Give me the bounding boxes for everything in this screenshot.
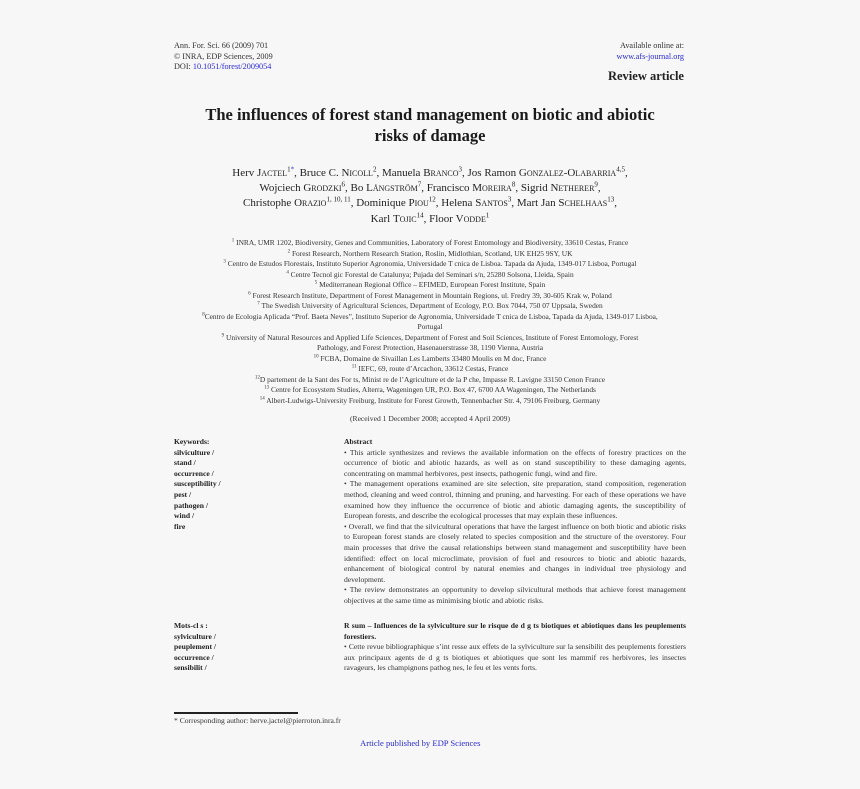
affiliation: $^{13}$ Centre for Ecosystem Studies, Alterra, Wageningen UR, P.O. Box 47, 6700 AA Wageningen, The Netherlands bbox=[264, 385, 596, 394]
keyword: pathogen / bbox=[174, 500, 208, 510]
affiliation: $^{12}$D partement de la Sant des For ts, Minist re de l’Agriculture et de la P che, Impasse R. Lavigne 33150 Cenon France bbox=[254, 374, 606, 384]
keywords-block bbox=[174, 437, 334, 532]
keyword: silviculture / bbox=[174, 447, 215, 457]
author: Manuela Branco$^3$ bbox=[381, 165, 463, 179]
corresponding-author-footnote: * Corresponding author: herve.jactel@pierroton.inra.fr bbox=[174, 716, 341, 725]
abstract-paragraph: • The management operations examined are site selection, site preparation, stand composition, regeneration method, cleaning and weed control, thinning and pruning, and harvesting. For each of these operations we have examined how they influence the occurrence of biotic and abiotic damaging agents, the susceptibility of European forests, and describe the ecological processes that may explain these influences. bbox=[344, 479, 686, 521]
affiliation: $^8$Centro de Ecologia Aplicada “Prof. Baeta Neves”, Instituto Superior de Agronomia, Universidade T cnica de Lisboa, Tapada da Ajuda, 1349-017 Lisboa, Portugal bbox=[202, 311, 658, 331]
affiliation: $^{14}$ Albert-Ludwigs-University Freiburg, Institute for Forest Growth, Tennenbacher Str. 4, 79106 Freiburg, Germany bbox=[259, 395, 601, 405]
author: Karl Tojic$^{14}$ bbox=[370, 210, 424, 225]
abstract-paragraph: • This article synthesizes and reviews the available information on the effects of forestry practices on the occurrence of biotic and abiotic hazards, as well as on stand susceptibility to these damaging agents, concentrating on mammal herbivores, pest insects, pathogenic fungi, wind and fire. bbox=[344, 447, 686, 478]
article-type: Review article bbox=[607, 69, 684, 83]
author: Jos Ramon Gonzalez-Olabarria$^{4,5}$ bbox=[467, 165, 625, 179]
journal-header-right bbox=[616, 41, 684, 62]
affiliation: $^5$ Mediterranean Regional Office – EFIMED, European Forest Institute, Spain bbox=[314, 280, 546, 289]
paper-title bbox=[180, 104, 680, 146]
author: Helena Santos$^3$ bbox=[441, 195, 512, 210]
author: Wojciech Grodzki$^6$ bbox=[259, 180, 346, 195]
author: Francisco Moreira$^8$ bbox=[426, 180, 516, 195]
title-line-1: The influences of forest stand management on biotic and abiotic bbox=[205, 105, 655, 124]
author: Floor Vodde$^1$ bbox=[429, 210, 490, 225]
doi-link[interactable]: 10.1051/forest/2009054 bbox=[192, 62, 272, 71]
affiliation: $^2$ Forest Research, Northern Research Station, Roslin, Midlothian, Scotland, UK EH25 9SY, UK bbox=[287, 248, 573, 258]
author: Sigrid Netherer$^9$ bbox=[520, 180, 598, 195]
title-line-2: risks of damage bbox=[374, 126, 486, 145]
affiliation: $^7$ The Swedish University of Agricultural Sciences, Department of Ecology, P.O. Box 7044, 750 07 Uppsala, Sweden bbox=[257, 301, 603, 310]
journal-citation: Ann. For. Sci. 66 (2009) 701 bbox=[174, 41, 269, 50]
mot-cle: peuplement / bbox=[174, 642, 216, 652]
author: Christophe Orazio$^{1, 10, 11}$ bbox=[243, 195, 351, 210]
author-list: Herv Jactel$^{1*}$, Bruce C. Nicoll$^2$, Manuela Branco$^3$, Jos Ramon Gonzalez-Olabarria$^{4,5}$, Wojciech Grodzki$^6$, Bo Långström$^7$, Francisco Moreira$^8$, Sigrid Netherer$^9$, Christophe Orazio$^{1, 10, 11}$, Dominique Piou$^{12}$, Helena Santos$^3$, Mart Jan Schelhaas$^{13}$, Karl Tojic$^{14}$, Floor Vodde$^1$ bbox=[232, 165, 628, 225]
resume-heading: R sum – Influences de la sylviculture sur le risque de d g ts biotiques et abiotiques dans les peuplements forestiers. bbox=[344, 621, 686, 641]
author: Mart Jan Schelhaas$^{13}$ bbox=[516, 195, 615, 210]
mots-cles-block bbox=[174, 621, 334, 674]
abstract-paragraph: • Overall, we find that the silvicultural operations that have the largest influence on both biotic and abiotic risks to European forest stands are closely related to species composition and the structure of the overstorey. Four main processes that drive the causal relationships between stand management and susceptibility have been identified: effect on local microclimate, provision of fuel and resources to biotic and abiotic hazards, enhancement of biological control by natural enemies and changes in individual tree physiology and development. bbox=[344, 521, 686, 584]
affiliation: $^6$ Forest Research Institute, Department of Forest Management in Mountain Regions, ul. Fredry 39, 30-605 Krak w, Poland bbox=[248, 290, 612, 300]
keyword: fire bbox=[174, 521, 186, 531]
affiliations bbox=[180, 238, 680, 406]
abstract-block bbox=[344, 437, 686, 607]
received-dates: (Received 1 December 2008; accepted 4 April 2009) bbox=[349, 414, 511, 423]
mot-cle: occurrence / bbox=[174, 652, 214, 662]
keyword: pest / bbox=[174, 489, 192, 499]
abstract-heading: Abstract bbox=[344, 437, 373, 446]
affiliation: $^{11}$ IEFC, 69, route d’Arcachon, 33612 Cestas, France bbox=[351, 364, 509, 373]
resume-block bbox=[344, 621, 686, 674]
journal-website-link[interactable]: www.afs-journal.org bbox=[616, 51, 684, 61]
abstract-paragraph: • The review demonstrates an opportunity to develop silvicultural methods that achieve forest management objectives at the same time as minimising biotic and abiotic risks. bbox=[344, 585, 686, 605]
mots-cles-heading: Mots-cl s : bbox=[174, 621, 208, 630]
affiliation: $^{10}$ FCBA, Domaine de Sivaillan Les Lamberts 33480 Moulis en M doc, France bbox=[313, 353, 547, 363]
keyword: susceptibility / bbox=[174, 479, 221, 489]
mot-cle: sensibilit / bbox=[174, 663, 207, 673]
keyword: occurrence / bbox=[174, 468, 214, 478]
affiliation: $^1$ INRA, UMR 1202, Biodiversity, Genes and Communities, Laboratory of Forest Entomology and Biodiversity, 33610 Cestas, France bbox=[231, 238, 629, 247]
publisher-link[interactable]: Article published by EDP Sciences bbox=[360, 738, 481, 748]
copyright-line: © INRA, EDP Sciences, 2009 bbox=[174, 51, 273, 61]
journal-header-left bbox=[174, 41, 273, 73]
affiliation: $^9$ University of Natural Resources and Applied Life Sciences, Department of Forest and Soil Sciences, Institute of Forest Entomology, Forest Pathology, and Forest Protection, Hasenauerstrasse 38, 1190 Vienna, Austria bbox=[221, 332, 639, 352]
keyword: stand / bbox=[174, 458, 196, 468]
doi-label: DOI: bbox=[174, 62, 193, 71]
keywords-heading: Keywords: bbox=[174, 437, 210, 446]
footnote-divider bbox=[174, 712, 298, 714]
author: Bo Långström$^7$ bbox=[350, 180, 422, 195]
author: Herv Jactel$^{1*}$ bbox=[232, 165, 295, 179]
keyword: wind / bbox=[174, 511, 195, 521]
author: Bruce C. Nicoll$^2$ bbox=[299, 165, 377, 179]
available-online-label: Available online at: bbox=[620, 41, 684, 50]
doi-line bbox=[174, 62, 273, 73]
affiliation: $^4$ Centre Tecnol gic Forestal de Catalunya; Pujada del Seminari s/n, 25280 Solsona, Lleida, Spain bbox=[286, 269, 574, 279]
author: Dominique Piou$^{12}$ bbox=[356, 195, 436, 210]
mot-cle: sylviculture / bbox=[174, 631, 216, 641]
resume-paragraph: • Cette revue bibliographique s’int resse aux effets de la sylviculture sur la sensibilit des peuplements forestiers aux principaux agents de d g ts biotiques et abiotiques que sont les mammif res herbivores, les insectes ravageurs, les champignons pathog nes, le feu et les vents forts. bbox=[344, 642, 686, 673]
affiliation: $^3$ Centro de Estudos Florestais, Instituto Superior Agronomia, Universidade T cnica de Lisboa. Tapada da Ajuda, 1349-017 Lisboa, Portugal bbox=[223, 259, 637, 268]
corresponding-author-marker[interactable]: * bbox=[290, 165, 295, 174]
